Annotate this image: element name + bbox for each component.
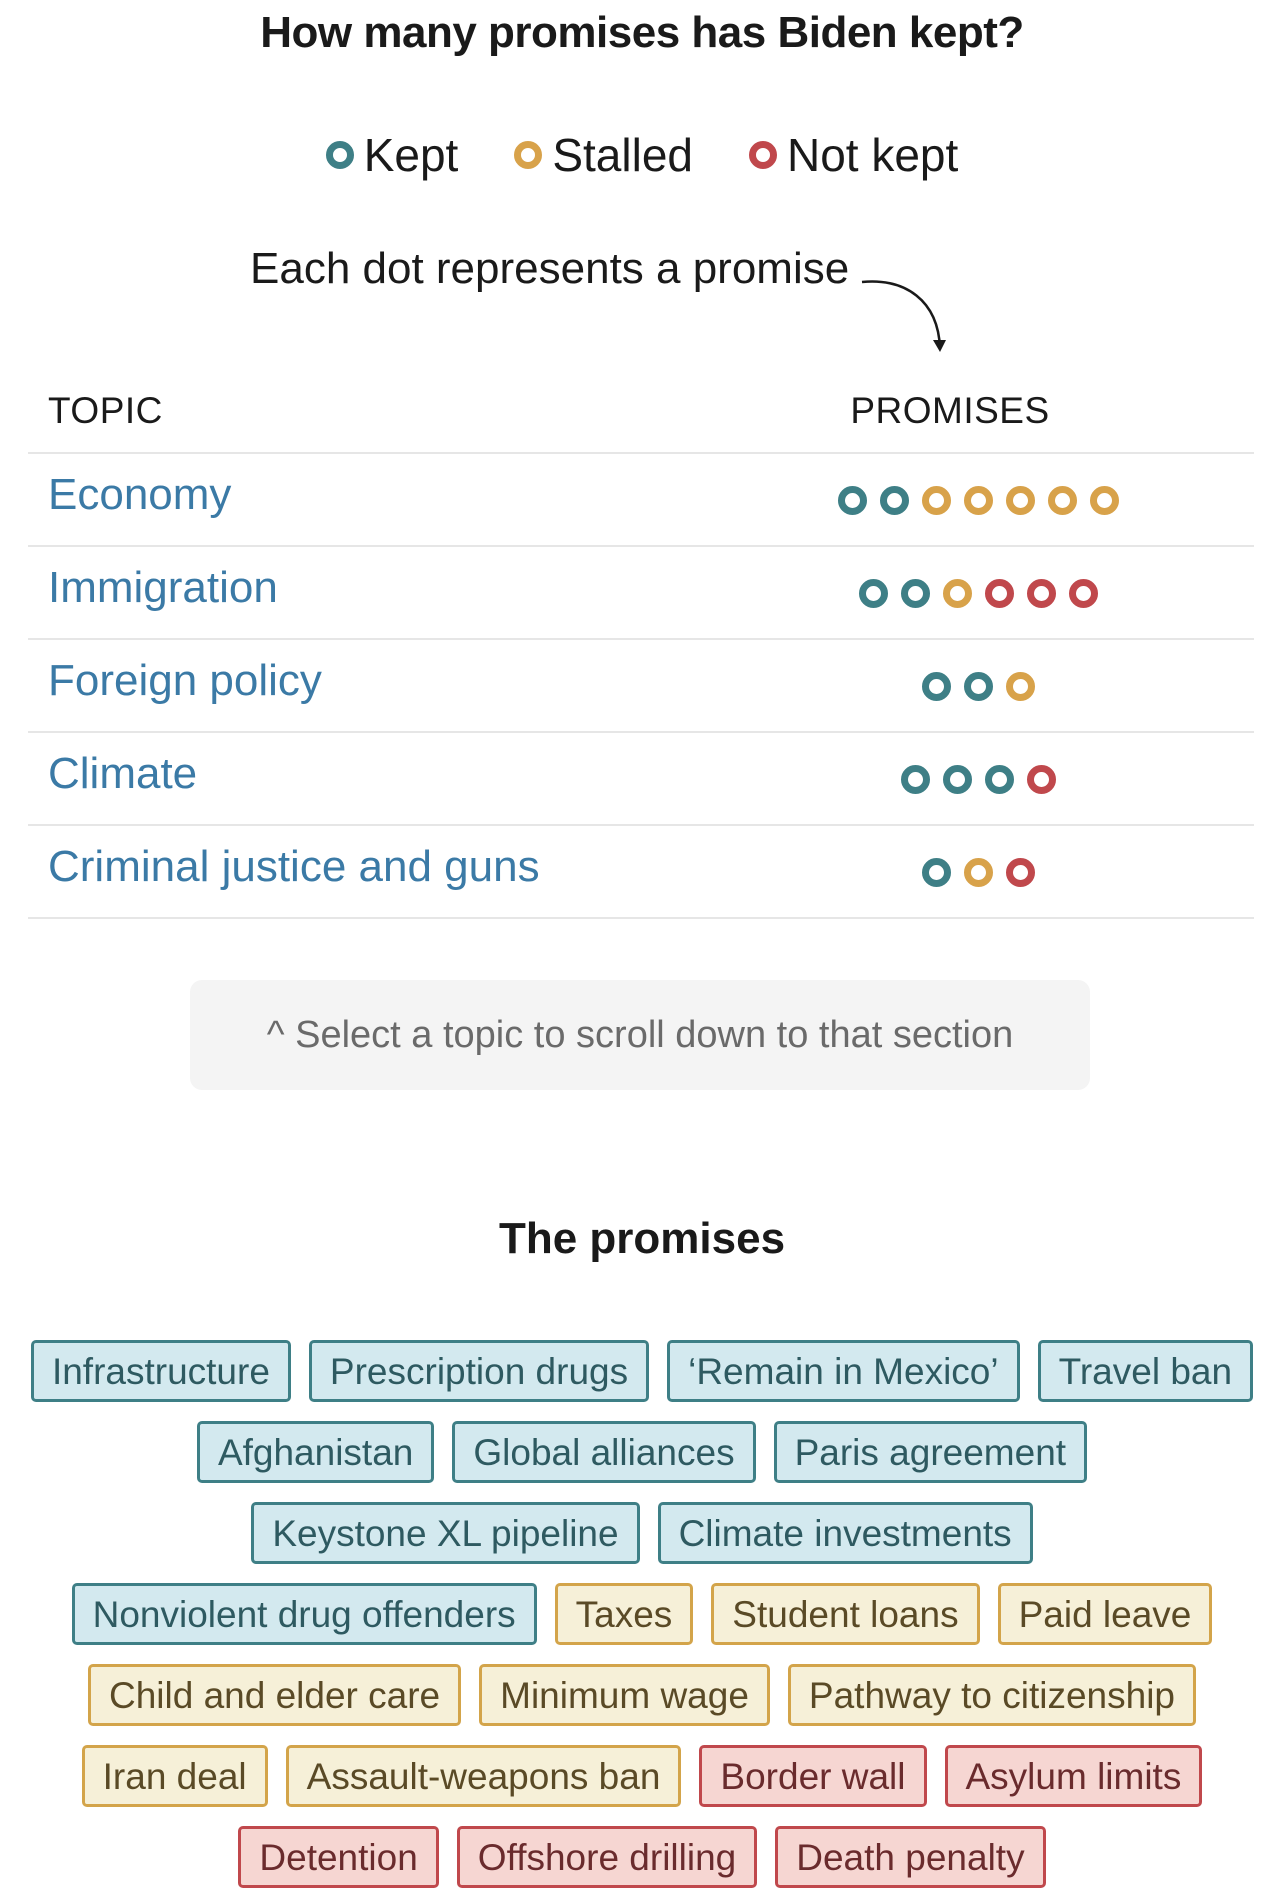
promise-tag[interactable]: Infrastructure xyxy=(31,1340,291,1402)
kept-dot xyxy=(880,486,909,515)
column-header-promises: PROMISES xyxy=(850,390,1050,431)
stalled-dot xyxy=(943,579,972,608)
not-kept-dot xyxy=(1069,579,1098,608)
topic-row[interactable] xyxy=(28,826,1254,919)
legend-label-stalled: Stalled xyxy=(552,129,693,181)
promise-tag[interactable]: Taxes xyxy=(555,1583,694,1645)
stalled-dot xyxy=(1048,486,1077,515)
kept-dot xyxy=(838,486,867,515)
promise-dots xyxy=(788,547,1168,640)
promise-tag[interactable]: Pathway to citizenship xyxy=(788,1664,1196,1726)
topic-row[interactable] xyxy=(28,733,1254,826)
promise-tag[interactable]: Iran deal xyxy=(82,1745,268,1807)
column-header-topic: TOPIC xyxy=(48,390,163,431)
legend-item-kept xyxy=(326,128,459,182)
kept-dot xyxy=(901,765,930,794)
promise-tag[interactable]: Paris agreement xyxy=(774,1421,1087,1483)
scroll-hint: ^ Select a topic to scroll down to that section xyxy=(190,980,1090,1090)
chart-title: How many promises has Biden kept? xyxy=(260,8,1024,57)
not-kept-dot xyxy=(985,579,1014,608)
promise-tag[interactable]: Prescription drugs xyxy=(309,1340,649,1402)
legend-item-not-kept xyxy=(749,128,958,182)
promise-tag[interactable]: Travel ban xyxy=(1038,1340,1253,1402)
topic-link[interactable]: Economy xyxy=(48,470,232,519)
stalled-dot xyxy=(1006,486,1035,515)
stalled-dot xyxy=(964,858,993,887)
promise-tag[interactable]: Death penalty xyxy=(775,1826,1045,1888)
not-kept-dot xyxy=(1006,858,1035,887)
topic-link[interactable]: Criminal justice and guns xyxy=(48,842,540,891)
kept-dot-icon xyxy=(326,141,354,169)
kept-dot xyxy=(922,858,951,887)
topic-link[interactable]: Climate xyxy=(48,749,198,798)
promise-dots xyxy=(788,640,1168,733)
dot-annotation: Each dot represents a promise xyxy=(250,244,850,293)
topic-link[interactable]: Immigration xyxy=(48,563,278,612)
legend-label-not-kept: Not kept xyxy=(786,129,959,181)
kept-dot xyxy=(901,579,930,608)
promise-tag[interactable]: Assault-weapons ban xyxy=(286,1745,682,1807)
promise-tag[interactable]: Nonviolent drug offenders xyxy=(72,1583,537,1645)
kept-dot xyxy=(985,765,1014,794)
promise-tag[interactable]: Student loans xyxy=(711,1583,979,1645)
promise-dots xyxy=(788,454,1168,547)
promise-tag[interactable]: Detention xyxy=(238,1826,438,1888)
topic-row[interactable] xyxy=(28,547,1254,640)
stalled-dot xyxy=(1090,486,1119,515)
stalled-dot-icon xyxy=(514,141,542,169)
promise-tags xyxy=(30,1340,1254,1888)
promise-tag[interactable]: Climate investments xyxy=(658,1502,1033,1564)
promise-dots xyxy=(788,733,1168,826)
kept-dot xyxy=(922,672,951,701)
legend-label-kept: Kept xyxy=(363,129,459,181)
curved-arrow-icon xyxy=(860,270,950,360)
promise-tag[interactable]: Asylum limits xyxy=(945,1745,1203,1807)
promise-tag[interactable]: Global alliances xyxy=(452,1421,755,1483)
promise-tag[interactable]: ‘Remain in Mexico’ xyxy=(667,1340,1020,1402)
topic-link[interactable]: Foreign policy xyxy=(48,656,322,705)
legend-item-stalled xyxy=(514,128,693,182)
topic-row[interactable] xyxy=(28,640,1254,733)
not-kept-dot xyxy=(1027,579,1056,608)
kept-dot xyxy=(943,765,972,794)
promises-title: The promises xyxy=(498,1214,786,1263)
promise-tag[interactable]: Paid leave xyxy=(998,1583,1213,1645)
kept-dot xyxy=(964,672,993,701)
stalled-dot xyxy=(1006,672,1035,701)
promise-tag[interactable]: Border wall xyxy=(699,1745,926,1807)
stalled-dot xyxy=(922,486,951,515)
promise-tag[interactable]: Child and elder care xyxy=(88,1664,461,1726)
legend xyxy=(0,128,1284,182)
promise-tag[interactable]: Offshore drilling xyxy=(457,1826,757,1888)
topic-table xyxy=(28,452,1254,919)
not-kept-dot-icon xyxy=(749,141,777,169)
promise-tag[interactable]: Keystone XL pipeline xyxy=(251,1502,639,1564)
not-kept-dot xyxy=(1027,765,1056,794)
promise-tag[interactable]: Afghanistan xyxy=(197,1421,434,1483)
kept-dot xyxy=(859,579,888,608)
promise-dots xyxy=(788,826,1168,919)
topic-row[interactable] xyxy=(28,454,1254,547)
promise-tag[interactable]: Minimum wage xyxy=(479,1664,770,1726)
stalled-dot xyxy=(964,486,993,515)
